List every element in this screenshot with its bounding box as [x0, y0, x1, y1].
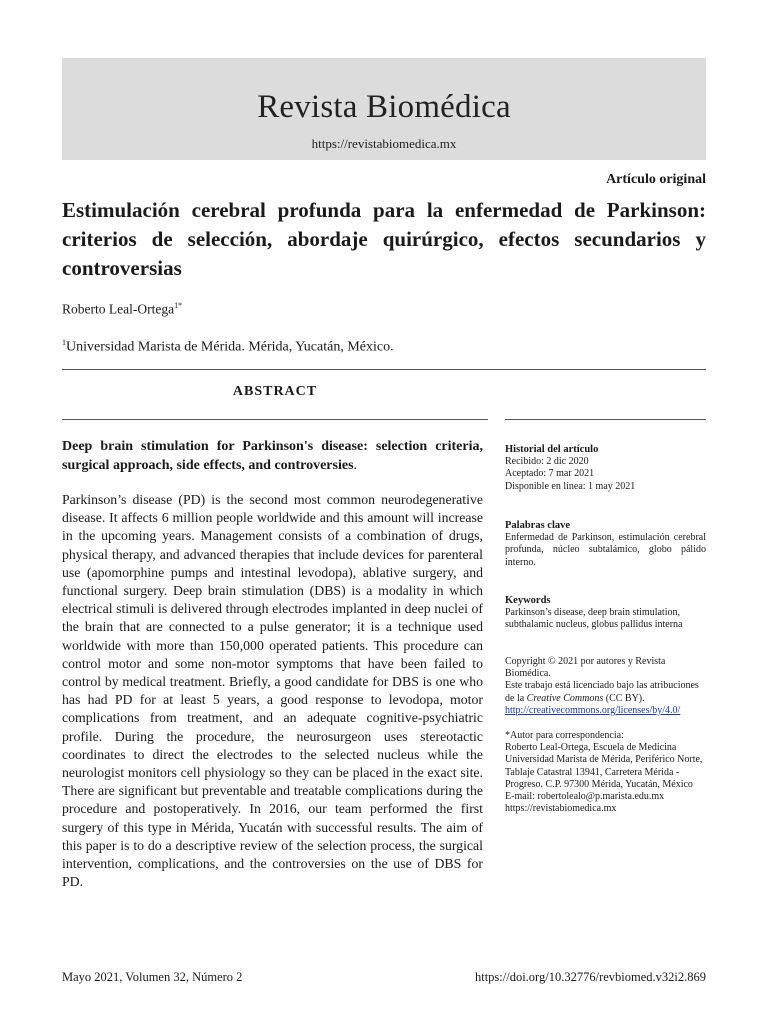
keywords-en-text: Parkinson’s disease, deep brain stimulation, subthalamic nucleus, globus pallidus interna — [505, 607, 683, 631]
journal-url[interactable]: https://revistabiomedica.mx — [311, 136, 457, 151]
history-heading: Historial del artículo — [505, 444, 599, 455]
author-name: Roberto Leal-Ortega — [62, 301, 175, 317]
license-suffix: (CC BY). — [603, 692, 645, 704]
correspondence-email[interactable]: E-mail: robertolealo@p.marista.edu.mx — [505, 791, 665, 803]
history-online: Disponible en línea: 1 may 2021 — [505, 480, 636, 492]
article-title: Estimulación cerebral profunda para la enfermedad de Parkinson: criterios de selección, abordaje quirúrgico, efectos secundarios y controversias — [62, 198, 706, 280]
copyright-text: Copyright © 2021 por autores y Revista Biomédica. — [505, 656, 666, 680]
keywords-en — [505, 595, 706, 632]
keywords-es-heading: Palabras clave — [505, 520, 571, 531]
license-text — [505, 680, 706, 704]
license-block — [505, 656, 706, 717]
footer-issue: Mayo 2021, Volumen 32, Número 2 — [62, 970, 243, 984]
journal-masthead — [62, 58, 706, 160]
english-title — [62, 437, 483, 475]
abstract-body: Parkinson’s disease (PD) is the second most common neurodegenerative disease. It affects 6 million people worldwide and this amount will increase in the upcoming years. Management consists of a combination of drugs, physical therapy, and advanced therapies that include devices for parenteral use (apomorphine pumps and intestinal levodopa), ablative surgery, and functional surgery. Deep brain stimulation (DBS) is a modality in which electrical stimuli is delivered through electrodes implanted in deep nuclei of the brain that are connected to a pulse generator; it is a technique used worldwide with more than 150,000 operated patients. This procedure can control motor and some non-motor symptoms that have been failed to control by medical treatment. Briefly, a good candidate for DBS is one who has had PD for at least 5 years, a good response to levodopa, motor complications from treatment, and an adequate cognitive-psychiatric profile. During the procedure, the neurosurgeon uses stereotactic coordinates to direct the electrodes to the selected nucleus while the neurologist monitors cell physiology so they can be placed in the exact site. There are significant but preventable and treatable complications during the procedure and postoperatively. In 2016, our team performed the first surgery of this type in Mérida, Yucatán with successful results. The aim of this paper is to do a descriptive review of the selection process, the surgical intervention, complications, and the controversies on the use of DBS for PD. — [62, 492, 483, 890]
header-divider — [62, 369, 706, 370]
correspondence-url[interactable]: https://revistabiomedica.mx — [505, 803, 617, 815]
keywords-es — [505, 520, 706, 569]
history-accepted: Aceptado: 7 mar 2021 — [505, 468, 595, 480]
footer-doi[interactable]: https://doi.org/10.32776/revbiomed.v32i2.869 — [474, 970, 706, 984]
affiliation-superscript: 1 — [62, 338, 66, 347]
article-history — [505, 444, 706, 493]
correspondence-line: Universidad Marista de Mérida, Periférico Norte, — [505, 754, 703, 766]
correspondence-block — [505, 730, 706, 815]
english-title-text: Deep brain stimulation for Parkinson's disease: selection criteria, surgical approach, side effects, and controversies — [62, 439, 483, 473]
license-link[interactable]: http://creativecommons.org/licenses/by/4.0/ — [505, 704, 681, 716]
author-superscript: 1* — [174, 301, 183, 310]
abstract-heading: ABSTRACT — [232, 384, 318, 399]
keywords-es-text: Enfermedad de Parkinson, estimulación cerebral profunda, núcleo subtalámico, globo pálido interno. — [505, 532, 706, 568]
keywords-en-heading: Keywords — [505, 595, 551, 606]
correspondence-line: Roberto Leal-Ortega, Escuela de Medicina — [505, 742, 677, 754]
affiliation-text: Universidad Marista de Mérida. Mérida, Yucatán, México. — [66, 339, 394, 355]
license-prefix: Este trabajo está licenciado bajo las atribuciones de la — [505, 680, 699, 704]
affiliation — [62, 338, 394, 356]
journal-name: Revista Biomédica — [257, 89, 511, 125]
correspondence-line: Progreso. C.P. 97300 Mérida, Yucatán, México — [505, 778, 693, 790]
correspondence-line: Tablaje Catastral 13941, Carretera Mérida - — [505, 766, 680, 778]
correspondence-heading: *Autor para correspondencia: — [505, 730, 624, 741]
author-line — [62, 301, 182, 318]
english-title-end: . — [353, 458, 358, 473]
cc-name: Creative Commons — [526, 692, 604, 704]
history-received: Recibido: 2 dic 2020 — [505, 456, 589, 468]
sidebar-divider — [505, 419, 706, 420]
article-type: Artículo original — [606, 172, 706, 187]
abstract-divider — [62, 419, 488, 420]
